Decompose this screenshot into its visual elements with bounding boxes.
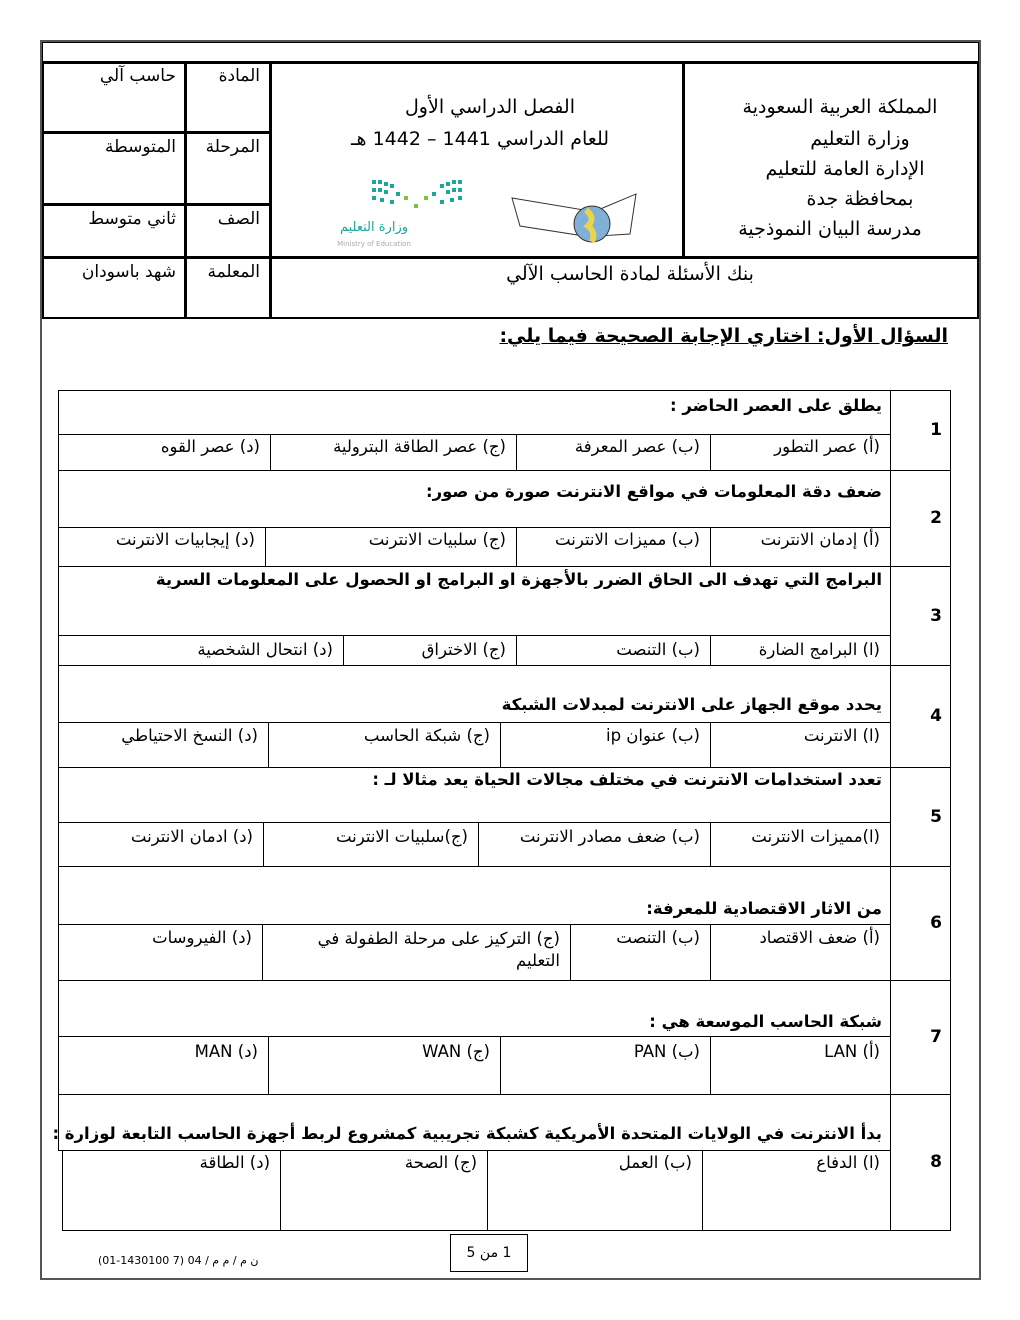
answer-option: (ا)مميزات الانترنت [751,827,880,846]
question-number: 7 [930,1027,942,1047]
ministry-line: وزارة التعليم [810,128,910,150]
directorate-line: الإدارة العامة للتعليم [765,158,925,180]
academic-year: للعام الدراسي 1441 – 1442 هـ [350,128,610,150]
top-strip [42,42,979,62]
answer-option: (ج) التركيز على مرحلة الطفولة في التعليم [317,929,560,970]
question-number: 2 [930,508,942,528]
school-emblem-icon [508,190,640,250]
school-name: مدرسة البيان النموذجية [738,218,922,240]
question-number: 6 [930,913,942,933]
ministry-logo-text-ar: وزارة التعليم [339,220,409,235]
answer-option: (ج)سلبيات الانترنت [335,827,468,846]
kingdom-line: المملكة العربية السعودية [742,96,938,118]
answer-option: (د) عصر القوه [160,437,260,456]
answer-option: (أ) LAN [824,1042,880,1061]
ministry-logo-text-en: Ministry of Education [337,240,411,248]
term-label: الفصل الدراسي الأول [405,96,575,118]
answer-option: (ج) شبكة الحاسب [363,726,490,745]
answer-option: (ب) العمل [618,1153,692,1172]
field-label-grade: الصف [217,209,260,229]
answer-option: (ج) سلبيات الانترنت [368,530,506,549]
answer-option: (ج) الصحة [404,1153,477,1172]
field-value-stage: المتوسطة [105,137,176,157]
answer-option: (ب) ضعف مصادر الانترنت [519,827,700,846]
question-number: 3 [930,605,942,626]
answer-option: (د) النسخ الاحتياطي [121,726,258,745]
question-text: تعدد استخدامات الانترنت في مختلف مجالات الحياة يعد مثالا لـ : [372,770,882,789]
answer-option: (أ) ضعف الاقتصاد [759,928,880,947]
answer-option: (د) انتحال الشخصية [197,640,333,659]
field-label-stage: المرحلة [205,137,260,157]
answer-option: (د) إيجابيات الانترنت [115,530,255,549]
question-text: يحدد موقع الجهاز على الانترنت لمبدلات الشبكة [501,695,882,714]
field-value-subject: حاسب آلي [99,66,176,86]
answer-option: (أ) عصر التطور [774,437,880,456]
answer-option: (ج) الاختراق [421,640,506,659]
answer-option: (ب) PAN [633,1042,700,1061]
answer-option: (ب) التنصت [616,640,700,659]
field-label-subject: المادة [218,66,260,86]
answer-option: (د) الطاقة [199,1153,270,1172]
answer-option: (ب) التنصت [616,928,700,947]
answer-option: (ب) عنوان ip [605,726,700,745]
form-code: ن م / م م / 04 (7 1430100-01) [98,1254,259,1267]
question-text: البرامج التي تهدف الى الحاق الضرر بالأجهزة او البرامج او الحصول على المعلومات السرية [155,570,882,589]
answer-option: (ج) عصر الطاقة البترولية [333,437,506,456]
ministry-logo [320,176,470,256]
answer-option: (أ) إدمان الانترنت [760,530,880,549]
question-number: 1 [930,420,942,440]
question-text: ضعف دقة المعلومات في مواقع الانترنت صورة من صور: [425,482,882,501]
question-text: بدأ الانترنت في الولايات المتحدة الأمريكية كشبكة تجريبية كمشروع لربط أجهزة الحاسب التابعة لوزارة : [52,1124,882,1143]
answer-option: (د) ادمان الانترنت [130,827,253,846]
page-number: 1 من 5 [466,1245,512,1261]
answer-option: (ب) عصر المعرفة [574,437,700,456]
question-number: 4 [930,706,942,726]
answer-option: (د) MAN [194,1042,258,1061]
ministry-dots-icon [320,176,470,216]
field-value-teacher: شهد باسودان [81,262,176,282]
answer-option: (د) الفيروسات [152,928,252,947]
question-text: من الاثار الاقتصادية للمعرفة: [646,899,882,918]
answer-option: (ا) الانترنت [803,726,880,745]
document-title: بنك الأسئلة لمادة الحاسب الآلي [506,263,754,285]
question-number: 5 [930,806,942,827]
answer-option: (ب) مميزات الانترنت [555,530,700,549]
answer-option: (ا) البرامج الضارة [758,640,880,659]
question-number: 8 [930,1152,942,1172]
question-text: يطلق على العصر الحاضر : [670,396,882,415]
answer-option: (ا) الدفاع [816,1153,880,1172]
question-text: شبكة الحاسب الموسعة هي : [649,1012,882,1031]
answer-option: (ج) WAN [422,1042,490,1061]
field-value-grade: ثاني متوسط [88,209,176,229]
governorate-line: بمحافظة جدة [806,188,914,210]
field-label-teacher: المعلمة [207,262,260,282]
section-title: السؤال الأول: اختاري الإجابة الصحيحة فيما يلي: [499,325,948,347]
